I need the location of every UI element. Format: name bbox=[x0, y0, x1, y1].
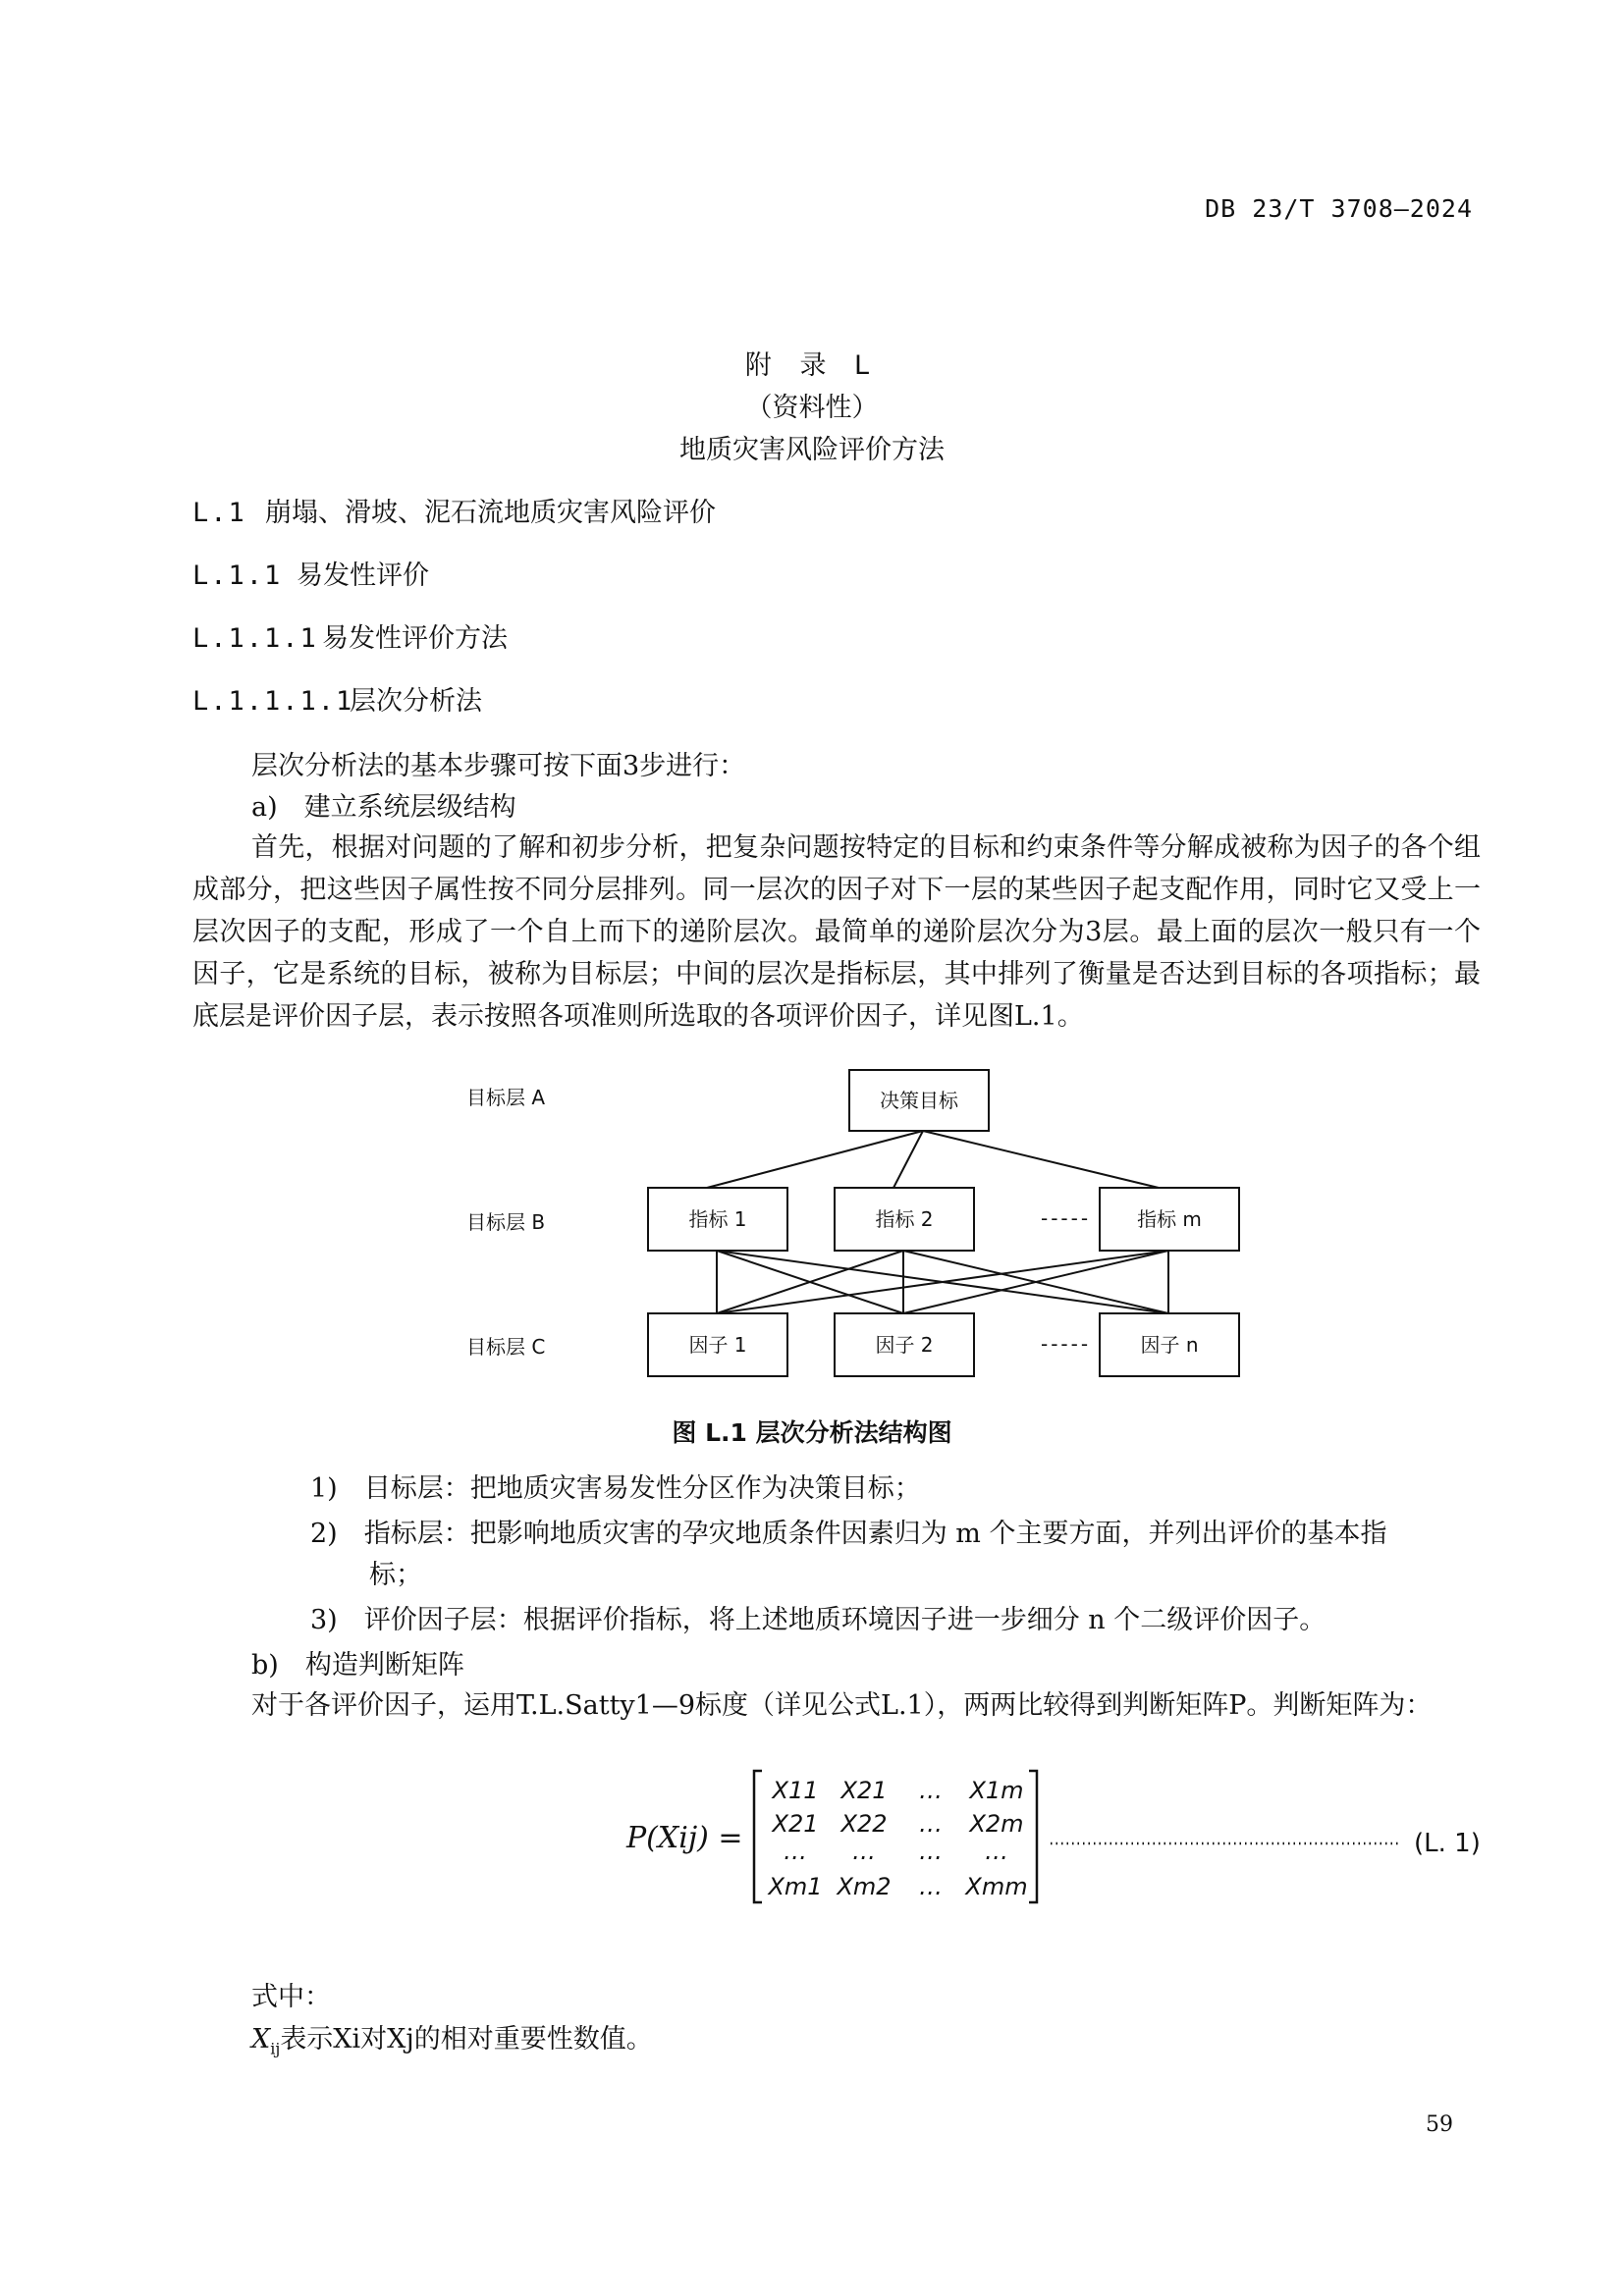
step-b-paragraph: 对于各评价因子，运用T.L.Satty1—9标度（详见公式L.1），两两比较得到判断矩阵P。判断矩阵为： bbox=[251, 1690, 1433, 1721]
page-number: 59 bbox=[1426, 2112, 1453, 2137]
section-heading-l1-1-1 bbox=[192, 616, 508, 655]
section-number: L.1.1.1.1 bbox=[192, 686, 354, 717]
section-heading-l1-1 bbox=[192, 554, 429, 592]
appendix-title: 地质灾害风险评价方法 bbox=[679, 435, 945, 465]
list-item-continuation: 标； bbox=[369, 1560, 422, 1590]
section-title: 易发性评价 bbox=[297, 561, 429, 591]
matrix-cell: X1m bbox=[969, 1777, 1024, 1804]
matrix-cell: … bbox=[784, 1838, 807, 1865]
matrix-cell: X2m bbox=[969, 1810, 1024, 1838]
section-heading-l1-1-1-1 bbox=[192, 679, 482, 718]
matrix-cell: X11 bbox=[772, 1777, 819, 1804]
step-b-heading: b) 构造判断矩阵 bbox=[251, 1650, 464, 1681]
matrix-cell: Xm2 bbox=[837, 1873, 892, 1900]
matrix-right-bracket bbox=[1029, 1771, 1037, 1902]
section-title: 易发性评价方法 bbox=[322, 623, 508, 654]
indicator-label: 指标 1 bbox=[688, 1207, 747, 1231]
indicator-ellipsis: ----- bbox=[1041, 1206, 1092, 1230]
step-a-paragraph: 首先，根据对问题的了解和初步分析，把复杂问题按特定的目标和约束条件等分解成被称为因子的各个组成部分，把这些因子属性按不同分层排列。同一层次的因子对下一层的某些因子起支配作用，同时它又受上一层次因子的支配，形成了一个自上而下的递阶层次。最简单的递阶层次分为3层。最上面的层次一般只有一个因子，它是系统的目标，被称为目标层；中间的层次是指标层，其中排列了衡量是否达到目标的各项指标；最底层是评价因子层，表示按照各项准则所选取的各项评价因子，详见图L.1。 bbox=[192, 832, 1481, 1032]
matrix-cell: … bbox=[919, 1873, 943, 1900]
connector-line bbox=[893, 1131, 923, 1188]
matrix-cell: … bbox=[852, 1838, 876, 1865]
section-number: L.1.1 bbox=[192, 561, 283, 591]
matrix-cell: … bbox=[919, 1810, 943, 1838]
section-title: 层次分析法 bbox=[350, 686, 482, 717]
indicator-label: 指标 m bbox=[1137, 1207, 1202, 1231]
variable-description-text: 表示Xi对Xj的相对重要性数值。 bbox=[280, 2024, 653, 2055]
list-item: 1) 目标层：把地质灾害易发性分区作为决策目标； bbox=[310, 1473, 921, 1504]
factor-label: 因子 n bbox=[1140, 1333, 1199, 1357]
appendix-nature: （资料性） bbox=[745, 393, 879, 423]
level-label-c: 目标层 C bbox=[466, 1335, 546, 1359]
hierarchy-diagram bbox=[452, 1050, 1257, 1404]
judgment-matrix-formula bbox=[619, 1757, 1483, 1914]
where-label: 式中： bbox=[251, 1982, 331, 2012]
appendix-label: 附 录 L bbox=[744, 350, 880, 381]
matrix-cell: Xmm bbox=[965, 1873, 1028, 1900]
figure-caption: 图 L.1 层次分析法结构图 bbox=[672, 1418, 952, 1447]
matrix-cell: … bbox=[919, 1838, 943, 1865]
goal-label: 决策目标 bbox=[880, 1089, 958, 1112]
factor-label: 因子 1 bbox=[688, 1333, 747, 1357]
connector-line bbox=[707, 1131, 923, 1188]
matrix-cell: Xm1 bbox=[768, 1873, 823, 1900]
section-title: 崩塌、滑坡、泥石流地质灾害风险评价 bbox=[265, 498, 716, 528]
list-item: 3) 评价因子层：根据评价指标，将上述地质环境因子进一步细分 n 个二级评价因子。 bbox=[310, 1605, 1326, 1635]
matrix-cell: X21 bbox=[840, 1777, 888, 1804]
factor-ellipsis: ----- bbox=[1041, 1332, 1092, 1356]
matrix-left-bracket bbox=[754, 1771, 762, 1902]
connector-line bbox=[923, 1131, 1159, 1188]
document-code: DB 23/T 3708—2024 bbox=[1205, 194, 1473, 223]
section-heading-l1 bbox=[192, 491, 716, 529]
level-label-a: 目标层 A bbox=[466, 1086, 546, 1109]
matrix-cell: X21 bbox=[772, 1810, 819, 1838]
formula-lhs: P(Xij) = bbox=[626, 1821, 743, 1855]
matrix-cell: … bbox=[919, 1777, 943, 1804]
formula-number: (L. 1) bbox=[1414, 1829, 1481, 1858]
list-item: 2) 指标层：把影响地质灾害的孕灾地质条件因素归为 m 个主要方面，并列出评价的基本指 bbox=[310, 1519, 1387, 1549]
matrix-cell: … bbox=[985, 1838, 1008, 1865]
factor-label: 因子 2 bbox=[875, 1333, 934, 1357]
indicator-label: 指标 2 bbox=[875, 1207, 934, 1231]
variable-description: $X_{ij}$表示Xi对Xj的相对重要性数值。 bbox=[251, 2024, 653, 2058]
section-number: L.1 bbox=[192, 498, 246, 528]
intro-paragraph: 层次分析法的基本步骤可按下面3步进行： bbox=[251, 751, 746, 781]
matrix-cell: X22 bbox=[840, 1810, 888, 1838]
section-number: L.1.1.1 bbox=[192, 623, 318, 654]
matrix-entries bbox=[766, 1777, 1027, 1900]
step-a-heading: a) 建立系统层级结构 bbox=[251, 792, 516, 823]
level-label-b: 目标层 B bbox=[466, 1210, 546, 1234]
